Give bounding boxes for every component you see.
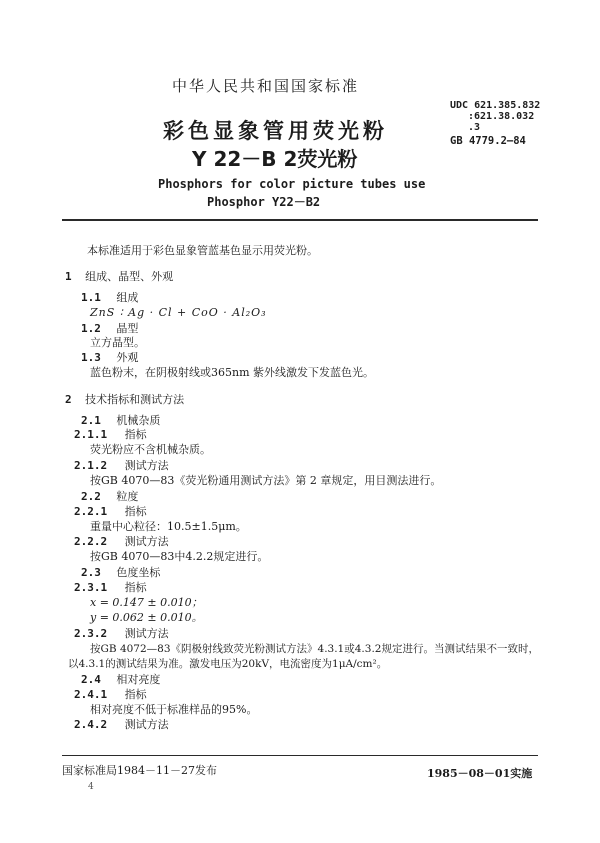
section-number: 2.1.2 [74,459,108,472]
section-title: 外观 [116,351,139,364]
section-title: 指标 [124,581,147,594]
paragraph: x = 0.147 ± 0.010； [90,596,203,609]
subsection-heading [74,428,147,442]
section-title: 粒度 [116,490,139,503]
section-number: 2.2 [81,490,101,503]
subsection-heading [81,414,160,428]
section-number: 2.3 [81,566,101,579]
bottom-rule [62,755,538,756]
effective-date: 1985－08－01实施 [427,767,533,780]
section-number: 2.3.1 [74,581,108,594]
paragraph: 重量中心粒径：10.5±1.5μm。 [90,520,247,533]
section-title: 指标 [124,505,147,518]
title-chinese: 彩色显象管用荧光粉 [163,119,388,143]
section-title: 指标 [124,688,147,701]
section-title: 技术指标和测试方法 [85,393,185,406]
paragraph: 按GB 4070—83中4.2.2规定进行。 [90,550,269,563]
subsection-heading [74,535,169,549]
udc-line: :621.38.032 [468,111,535,122]
subsection-heading [74,505,147,519]
section-number: 1.1 [81,291,101,304]
section-title: 测试方法 [124,627,169,640]
section-title: 组成、晶型、外观 [85,270,174,283]
paragraph: 相对亮度不低于标准样品的95%。 [90,703,258,716]
national-standard-heading: 中华人民共和国国家标准 [172,77,360,95]
section-title: 色度坐标 [116,566,161,579]
title-english-line1: Phosphors for color picture tubes use [158,177,426,191]
section-number: 1.3 [81,351,101,364]
section-number: 2.4.1 [74,688,108,701]
section-number: 2.2.1 [74,505,108,518]
paragraph: y = 0.062 ± 0.010。 [90,611,203,624]
section-number: 2.1.1 [74,428,108,441]
subsection-heading [81,673,160,687]
paragraph: 按GB 4070—83《荧光粉通用测试方法》第 2 章规定，用目测法进行。 [90,474,442,487]
intro-text: 本标准适用于彩色显象管蓝基色显示用荧光粉。 [87,244,318,257]
formula: ZnS ∶ Ag · Cl + CoO · Al₂O₃ [90,306,267,319]
subsection-heading [74,581,147,595]
subsection-heading [81,291,138,305]
subsection-heading [74,688,147,702]
section-title: 组成 [116,291,139,304]
title-code: Y 22－B 2荧光粉 [192,147,358,171]
issue-date: 国家标准局1984－11－27发布 [62,764,217,777]
section-heading [65,393,184,407]
gb-number: GB 4779.2—84 [450,135,526,147]
top-rule [62,219,538,221]
subsection-heading [81,490,138,504]
section-number: 2.4.2 [74,718,108,731]
section-heading [65,270,173,284]
udc-line: .3 [468,122,481,133]
paragraph: 以4.3.1的测试结果为准。激发电压为20kV，电流密度为1μA/cm²。 [68,658,388,670]
section-number: 2.3.2 [74,627,108,640]
paragraph: 立方晶型。 [90,336,145,349]
paragraph: 荧光粉应不含机械杂质。 [90,443,211,456]
section-number: 2.1 [81,414,101,427]
section-number: 1.2 [81,322,101,335]
subsection-heading [81,322,138,336]
title-english-line2: Phosphor Y22－B2 [207,195,321,209]
section-title: 测试方法 [124,535,169,548]
subsection-heading [74,627,169,641]
paragraph: 蓝色粉末，在阴极射线或365nm 紫外线激发下发蓝色光。 [90,366,375,379]
section-number: 2.2.2 [74,535,108,548]
section-title: 指标 [124,428,147,441]
section-number: 2 [65,393,72,406]
section-title: 测试方法 [124,459,169,472]
udc-line: UDC 621.385.832 [450,100,541,111]
section-number: 2.4 [81,673,101,686]
subsection-heading [74,718,169,732]
section-title: 测试方法 [124,718,169,731]
udc-code [450,100,540,133]
section-number: 1 [65,270,72,283]
paragraph: 按GB 4072—83《阴极射线致荧光粉测试方法》4.3.1或4.3.2规定进行。当测试结果不一致时， [90,643,539,655]
subsection-heading [81,566,160,580]
section-title: 相对亮度 [116,673,161,686]
section-title: 晶型 [116,322,139,335]
section-title: 机械杂质 [116,414,161,427]
subsection-heading [81,351,138,365]
subsection-heading [74,459,169,473]
page-number: 4 [88,782,94,792]
